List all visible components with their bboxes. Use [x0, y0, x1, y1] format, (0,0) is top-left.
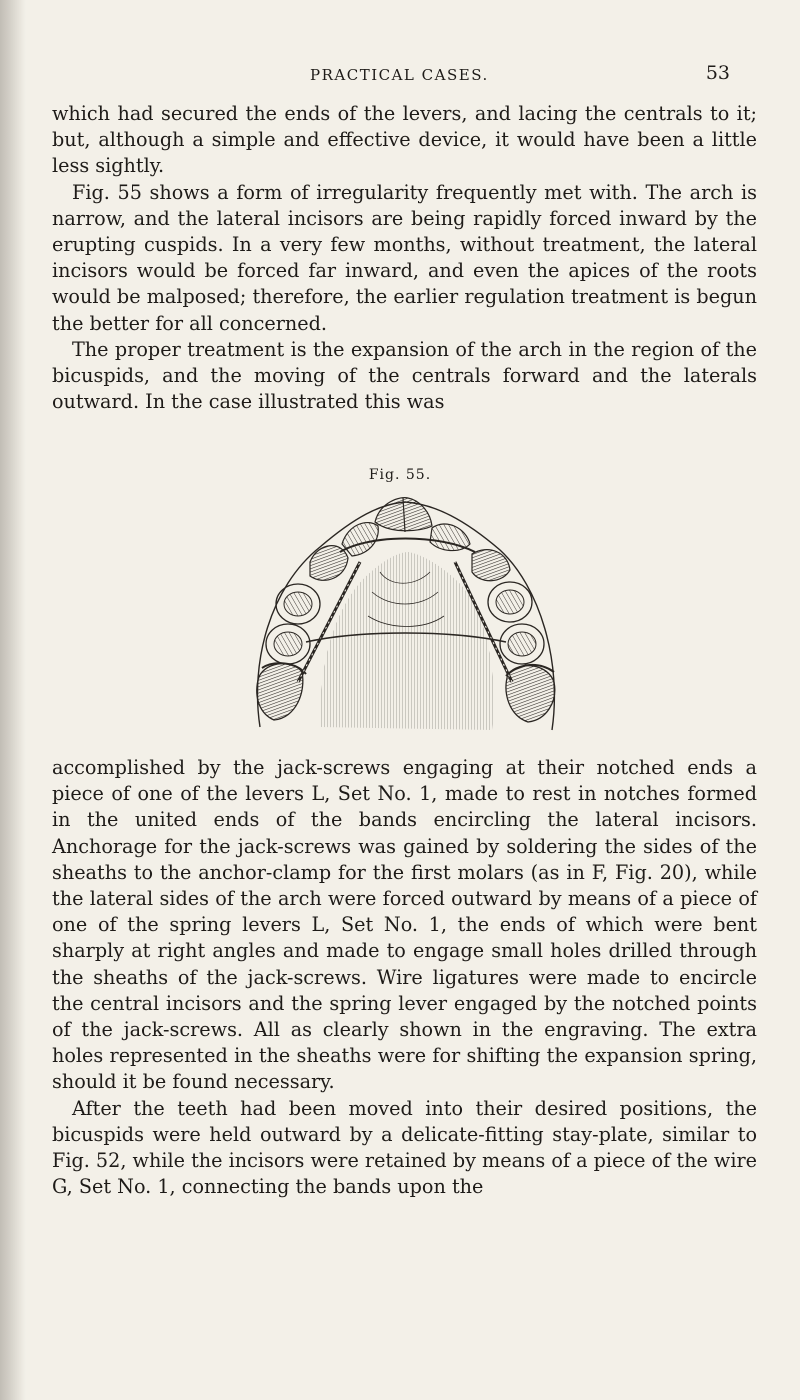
body-text-bottom [52, 755, 757, 1200]
paragraph: accomplished by the jack-screws engaging at their notched ends a piece of one of the levers L, Set No. 1, made to rest in notches formed in the united ends of the bands encircling the lateral incisors. Anchorage for the jack-screws was gained by soldering the sides of the sheaths to the anchor-clamp for the first molars (as in F, Fig. 20), while the lateral sides of the arch were forced outward by means of a piece of one of the spring levers L, Set No. 1, the ends of which were bent sharply at right angles and made to engage small holes drilled through the sheaths of the jack-screws. Wire ligatures were made to encircle the central incisors and the spring lever engaged by the notched points of the jack-screws. All as clearly shown in the engraving. The extra holes represented in the sheaths were for shifting the expansion spring, should it be found necessary. [52, 756, 757, 1094]
paragraph: which had secured the ends of the levers, and lacing the centrals to it; but, although a simple and effective device, it would have been a little less sightly. [52, 102, 757, 178]
engraving-illustration [240, 492, 570, 740]
spine-shadow [0, 0, 26, 1400]
paragraph: After the teeth had been moved into their desired positions, the bicuspids were held outward by a delicate-fitting stay-plate, similar to Fig. 52, while the incisors were retained by means of a piece of the wire G, Set No. 1, connecting the bands upon the [52, 1096, 757, 1199]
paragraph: The proper treatment is the expansion of the arch in the region of the bicuspids, and the moving of the centrals forward and the laterals outward. In the case illustrated this was [52, 337, 757, 414]
running-head [110, 62, 730, 90]
dental-arch-engraving [240, 492, 570, 740]
body-text-top [52, 101, 757, 415]
page-number: 53 [705, 62, 730, 84]
figure-caption: Fig. 55. [368, 467, 432, 483]
paragraph: Fig. 55 shows a form of irregularity frequently met with. The arch is narrow, and the lateral incisors are being rapidly forced inward by the erupting cuspids. In a very few months, without treatment, the lateral incisors would be forced far inward, and even the apices of the roots would be malposed; therefore, the earlier regulation treatment is begun the better for all concerned. [52, 180, 757, 335]
running-title: PRACTICAL CASES. [310, 66, 489, 84]
